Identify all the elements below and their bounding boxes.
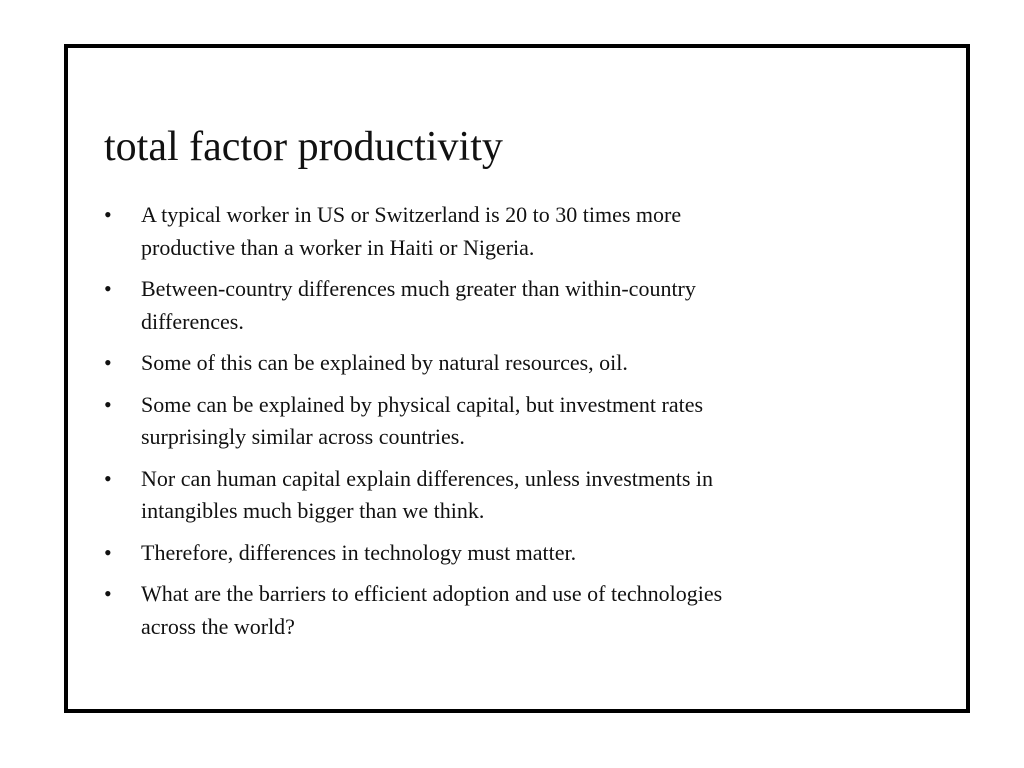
bullet-text-line: Between-country differences much greater than within-country (141, 276, 696, 301)
bullet-item (104, 199, 722, 264)
bullet-text-line: Some can be explained by physical capital, but investment rates (141, 391, 704, 417)
bullet-item (104, 463, 722, 528)
bullet-dot-icon: • (104, 391, 112, 417)
bullet-text-line: surprisingly similar across countries. (141, 424, 465, 449)
bullet-text-line: intangibles much bigger than we think. (141, 498, 485, 523)
bullet-text-line: A typical worker in US or Switzerland is 20 to 30 times more (141, 202, 682, 227)
bullet-text-line: differences. (141, 308, 244, 334)
bullet-text-line: Nor can human capital explain differences, unless investments in (141, 465, 714, 491)
bullet-item (104, 537, 722, 570)
bullet-text-line: Therefore, differences in technology must matter. (141, 539, 577, 565)
bullet-dot-icon: • (104, 465, 112, 491)
bullet-item (104, 389, 722, 454)
bullet-item (104, 347, 722, 380)
bullet-dot-icon: • (104, 350, 112, 375)
bullet-text-line: Some of this can be explained by natural resources, oil. (141, 350, 628, 375)
bullet-dot-icon: • (104, 581, 112, 606)
bullet-list (104, 199, 722, 652)
slide-title: total factor productivity (104, 124, 503, 170)
bullet-dot-icon: • (104, 276, 112, 301)
bullet-dot-icon: • (104, 539, 112, 565)
bullet-text-line: What are the barriers to efficient adoption and use of technologies (141, 581, 723, 606)
bullet-item (104, 578, 722, 643)
bullet-item (104, 273, 722, 338)
bullet-text-line: across the world? (141, 613, 295, 639)
bullet-text-line: productive than a worker in Haiti or Nigeria. (141, 234, 535, 260)
bullet-dot-icon: • (104, 202, 112, 227)
